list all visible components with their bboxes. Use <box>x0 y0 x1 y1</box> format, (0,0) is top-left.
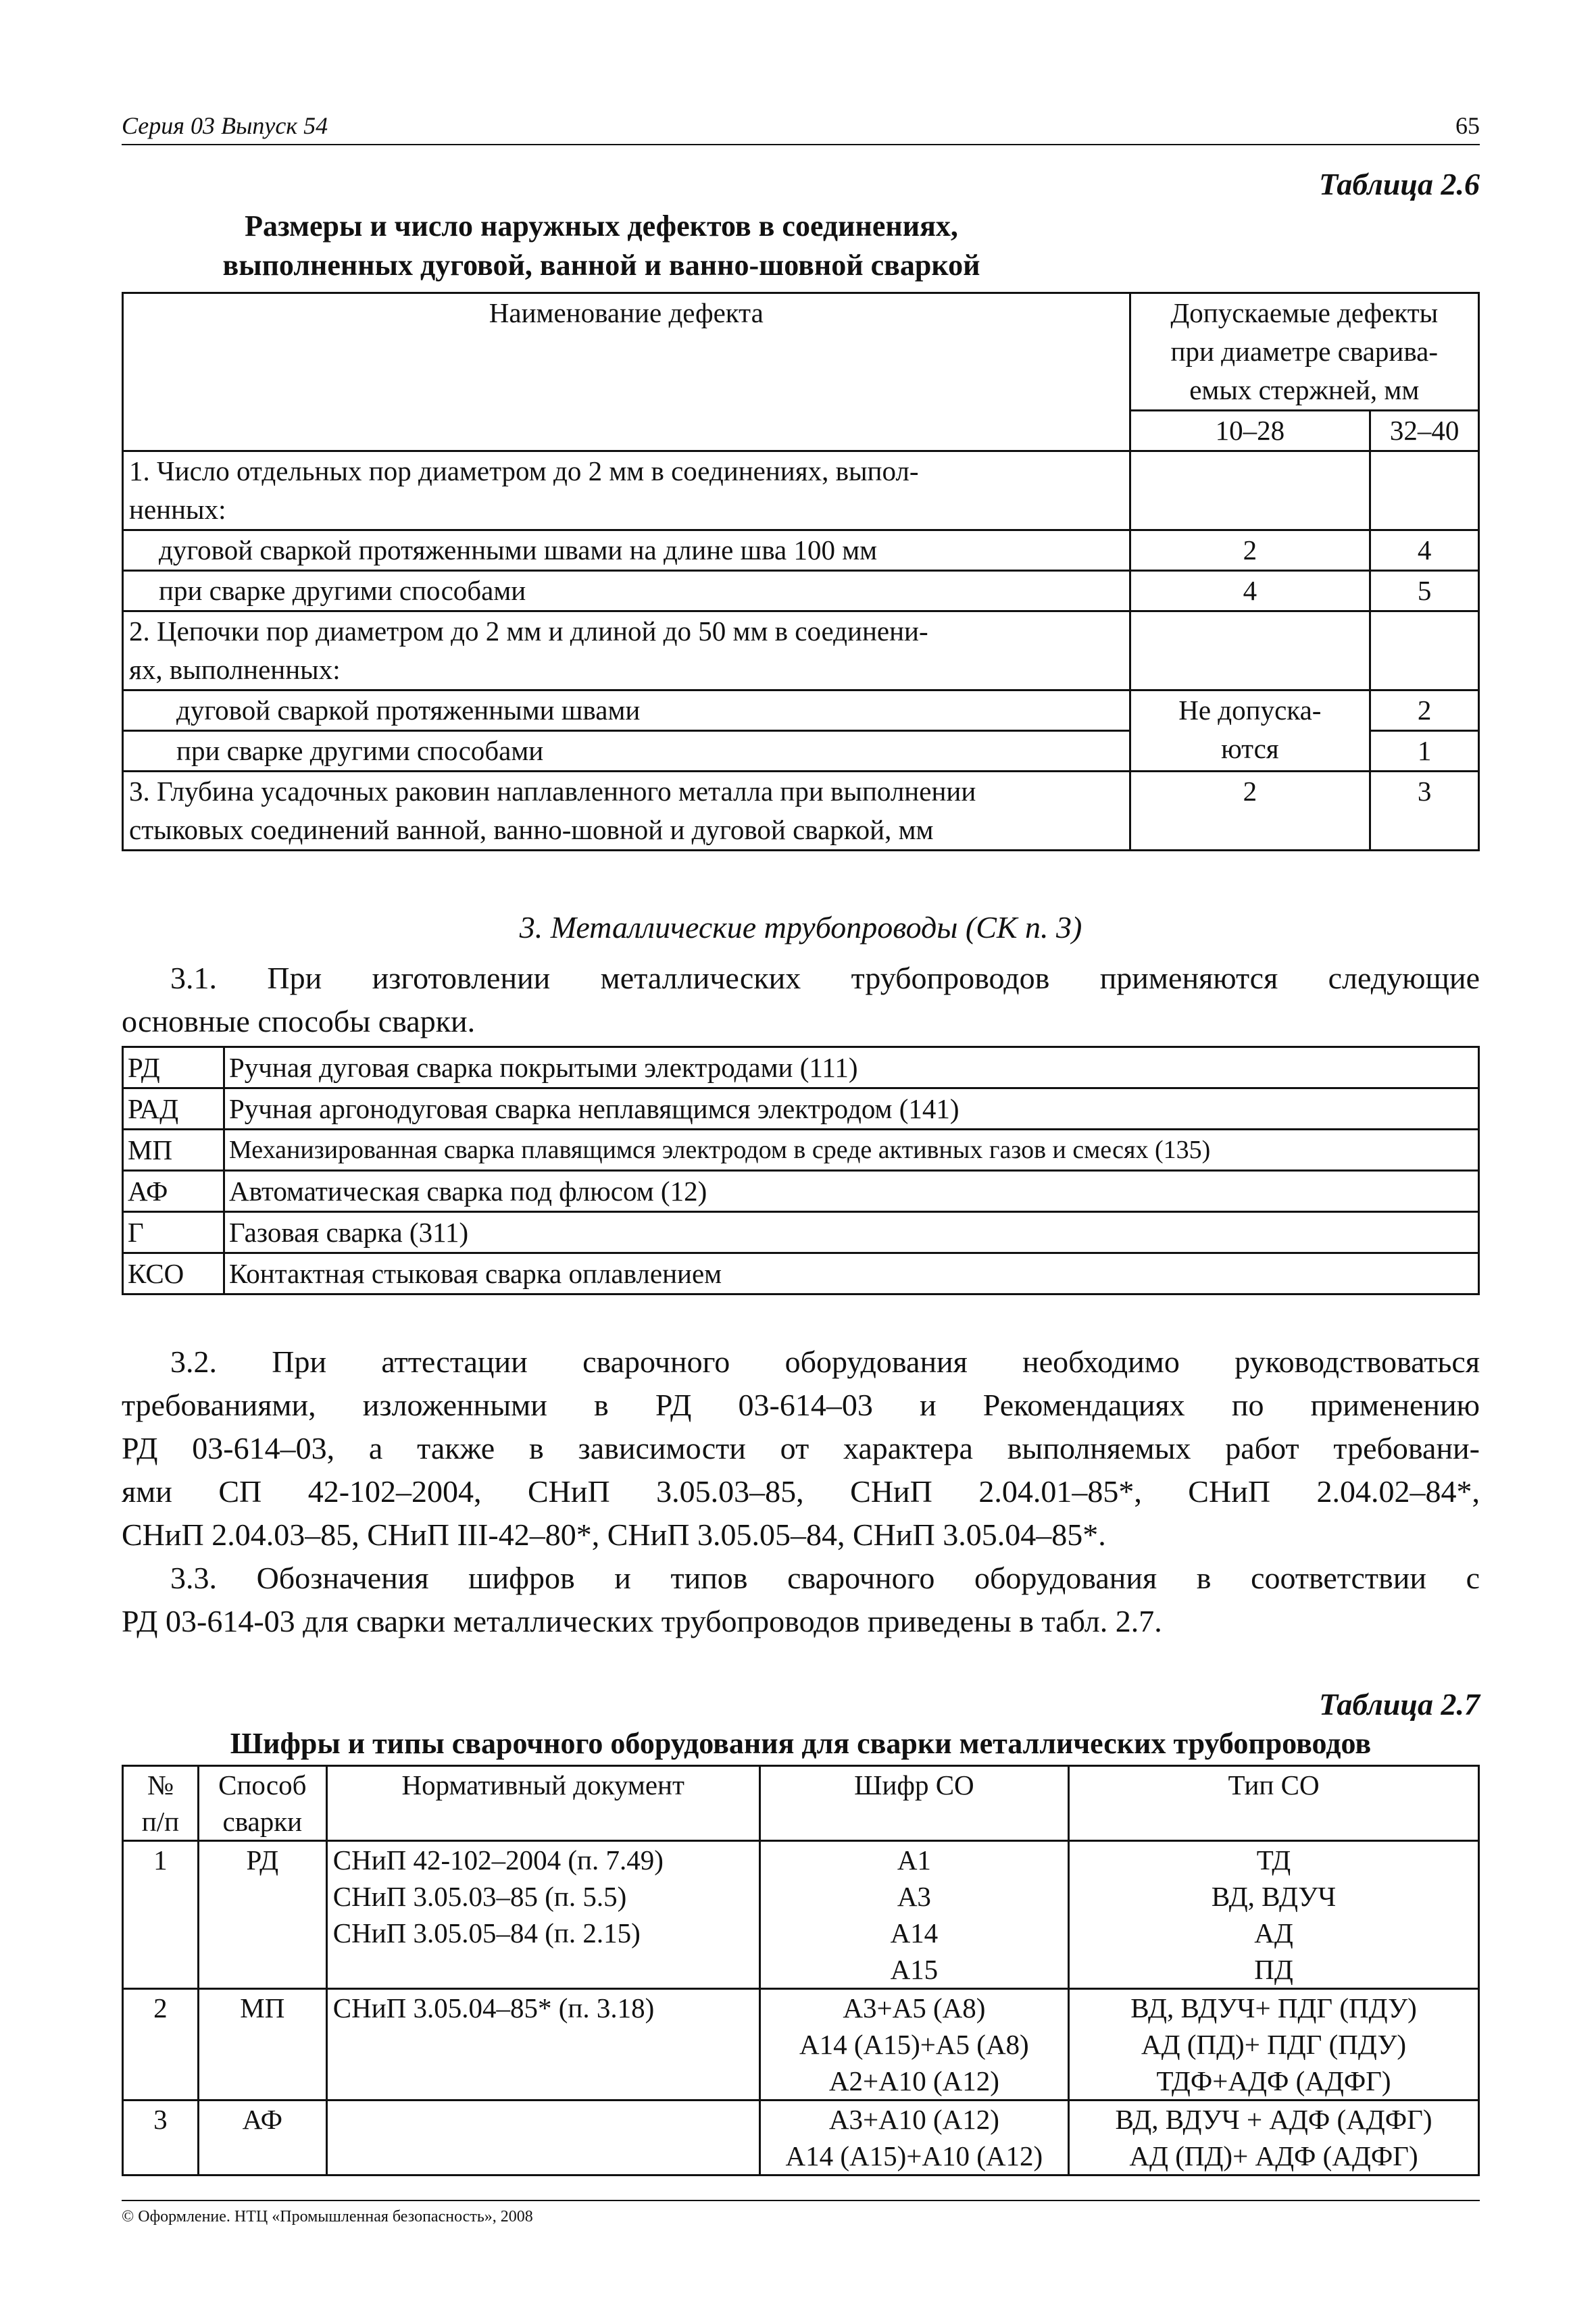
method-code: АФ <box>123 1171 224 1212</box>
cell-line: АД (ПД)+ ПДГ (ПДУ) <box>1141 2029 1407 2060</box>
cell-line: ТДФ+АДФ (АДФГ) <box>1156 2065 1391 2096</box>
method-description: Механизированная сварка плавящимся электродом в среде активных газов и смесях (135) <box>224 1130 1479 1171</box>
header-allowed <box>1130 293 1478 411</box>
header-method <box>198 1766 326 1841</box>
cell-line: А3 <box>897 1881 931 1912</box>
table-row <box>123 1841 1479 1989</box>
header-diameter-10-28: 10–28 <box>1130 411 1370 451</box>
cell-line: 3. Глубина усадочных раковин наплавленного металла при выполнении <box>129 776 976 807</box>
paragraph-line: 3.2. При аттестации сварочного оборудования необходимо руководствоваться <box>170 1344 1480 1379</box>
table-row <box>123 1088 1479 1130</box>
cell-line: при сварке другими способами <box>159 575 526 606</box>
header-line: Способ <box>218 1769 307 1801</box>
row-documents <box>326 2101 759 2175</box>
cell-line: ПД <box>1254 1954 1293 1985</box>
cell-line: при сварке другими способами <box>176 735 544 766</box>
cell-line: АД <box>1254 1917 1293 1948</box>
allowed-10-28 <box>1130 611 1370 690</box>
header-diameter-32-40: 32–40 <box>1370 411 1479 451</box>
cell-line: Не допуска- <box>1178 695 1322 726</box>
defect-name <box>123 451 1130 530</box>
paragraph-line: РД 03-614–03, а также в зависимости от характера выполняемых работ требовани- <box>122 1431 1480 1465</box>
header-allowed-line: Допускаемые дефекты <box>1170 297 1439 328</box>
table-row <box>123 530 1479 571</box>
paragraph-line: требованиями, изложенными в РД 03-614–03 и Рекомендациях по применению <box>122 1388 1480 1422</box>
allowed-10-28 <box>1130 451 1370 530</box>
cell-line: 1. Число отдельных пор диаметром до 2 мм в соединениях, выпол- <box>129 455 919 486</box>
table-row <box>123 772 1479 851</box>
cell-line: стыковых соединений ванной, ванно-шовной и дуговой сваркой, мм <box>129 814 934 845</box>
header-line: п/п <box>141 1806 180 1837</box>
table-row <box>123 1989 1479 2101</box>
method-description: Газовая сварка (311) <box>224 1212 1479 1253</box>
row-method: АФ <box>198 2101 326 2175</box>
row-documents <box>326 1841 759 1989</box>
cell-line: СНиП 3.05.04–85* (п. 3.18) <box>332 1992 655 2023</box>
table-row <box>123 1130 1479 1171</box>
header-number <box>123 1766 199 1841</box>
cell-line: СНиП 3.05.05–84 (п. 2.15) <box>332 1917 641 1948</box>
header-line: сварки <box>222 1806 303 1837</box>
method-code: РАД <box>123 1088 224 1130</box>
header-allowed-line: при диаметре сварива- <box>1170 336 1438 367</box>
table-2-6-caption: Таблица 2.6 <box>1318 167 1480 201</box>
method-code: РД <box>123 1047 224 1088</box>
table-2-6 <box>122 292 1480 851</box>
table-row <box>123 1047 1479 1088</box>
allowed-32-40: 5 <box>1370 571 1479 611</box>
cell-line: АД (ПД)+ АДФ (АДФГ) <box>1129 2140 1418 2171</box>
cell-line: А14 (А15)+А5 (А8) <box>799 2029 1029 2060</box>
welding-methods-table <box>122 1046 1480 1295</box>
table-row <box>123 690 1479 731</box>
cell-line: ВД, ВДУЧ + АДФ (АДФГ) <box>1115 2104 1432 2135</box>
row-types <box>1069 1841 1479 1989</box>
allowed-32-40 <box>1370 451 1479 530</box>
header-defect-name: Наименование дефекта <box>123 293 1130 451</box>
row-documents <box>326 1989 759 2101</box>
cell-line: А15 <box>890 1954 939 1985</box>
table-row <box>123 1212 1479 1253</box>
cell-line: А14 (А15)+А10 (А12) <box>785 2140 1043 2171</box>
cell-line: А1 <box>897 1844 931 1876</box>
table-row <box>123 1171 1479 1212</box>
cell-line: ются <box>1221 733 1279 764</box>
paragraph-3-2 <box>122 1340 1480 1557</box>
cell-line: А3+А5 (А8) <box>843 1992 986 2023</box>
cell-line: ях, выполненных: <box>129 654 341 685</box>
table-row <box>123 1253 1479 1294</box>
defect-name <box>123 611 1130 690</box>
section-heading: 3. Металлические трубопроводы (СК п. 3) <box>519 910 1082 945</box>
table-2-6-title-line: Размеры и число наружных дефектов в соединениях, <box>245 209 958 243</box>
cell-line: ВД, ВДУЧ+ ПДГ (ПДУ) <box>1130 1992 1417 2023</box>
method-code: КСО <box>123 1253 224 1294</box>
allowed-10-28: 2 <box>1130 530 1370 571</box>
allowed-10-28 <box>1130 690 1370 772</box>
paragraph-line: РД 03-614-03 для сварки металлических трубопроводов приведены в табл. 2.7. <box>122 1604 1162 1638</box>
method-description: Ручная аргонодуговая сварка неплавящимся электродом (141) <box>224 1088 1479 1130</box>
table-2-7 <box>122 1765 1480 2176</box>
allowed-32-40: 4 <box>1370 530 1479 571</box>
footer-copyright: © Оформление. НТЦ «Промышленная безопасность», 2008 <box>122 2200 1480 2226</box>
paragraph-line: основные способы сварки. <box>122 1004 476 1038</box>
cell-line: СНиП 42-102–2004 (п. 7.49) <box>332 1844 664 1876</box>
paragraph-line: СНиП 2.04.03–85, СНиП III-42–80*, СНиП 3.05.05–84, СНиП 3.05.04–85*. <box>122 1517 1106 1552</box>
row-number: 3 <box>123 2101 199 2175</box>
row-types <box>1069 1989 1479 2101</box>
paragraph-line: ями СП 42-102–2004, СНиП 3.05.03–85, СНиП 2.04.01–85*, СНиП 2.04.02–84*, <box>122 1474 1480 1509</box>
table-2-7-title: Шифры и типы сварочного оборудования для сварки металлических трубопроводов <box>230 1727 1372 1760</box>
paragraph-3-1 <box>122 957 1480 1043</box>
header-document: Нормативный документ <box>326 1766 759 1841</box>
paragraph-line: 3.3. Обозначения шифров и типов сварочного оборудования в соответствии с <box>170 1561 1480 1595</box>
allowed-32-40 <box>1370 611 1479 690</box>
row-method: РД <box>198 1841 326 1989</box>
cell-line: А3+А10 (А12) <box>828 2104 999 2135</box>
row-types <box>1069 2101 1479 2175</box>
table-2-6-title <box>122 207 1081 285</box>
defect-name <box>123 530 1130 571</box>
table-row <box>123 611 1479 690</box>
defect-name <box>123 772 1130 851</box>
row-ciphers <box>759 1989 1068 2101</box>
header-line: № <box>147 1769 174 1801</box>
defect-name <box>123 690 1130 731</box>
cell-line: ВД, ВДУЧ <box>1211 1881 1337 1912</box>
method-description: Автоматическая сварка под флюсом (12) <box>224 1171 1479 1212</box>
paragraph-line: 3.1. При изготовлении металлических трубопроводов применяются следующие <box>170 961 1480 995</box>
cell-line: дуговой сваркой протяженными швами на длине шва 100 мм <box>159 534 878 565</box>
page-number: 65 <box>1455 112 1480 139</box>
method-description: Ручная дуговая сварка покрытыми электродами (111) <box>224 1047 1479 1088</box>
table-row <box>123 451 1479 530</box>
header-cipher: Шифр СО <box>759 1766 1068 1841</box>
table-row <box>123 2101 1479 2175</box>
allowed-10-28: 2 <box>1130 772 1370 851</box>
method-code: Г <box>123 1212 224 1253</box>
series-title: Серия 03 Выпуск 54 <box>122 112 328 139</box>
cell-line: ТД <box>1256 1844 1291 1876</box>
cell-line: дуговой сваркой протяженными швами <box>176 695 641 726</box>
allowed-32-40: 3 <box>1370 772 1479 851</box>
row-method: МП <box>198 1989 326 2101</box>
header-allowed-line: емых стержней, мм <box>1189 374 1420 405</box>
allowed-32-40: 1 <box>1370 731 1479 772</box>
table-2-7-caption: Таблица 2.7 <box>1318 1687 1480 1721</box>
allowed-10-28: 4 <box>1130 571 1370 611</box>
row-number: 1 <box>123 1841 199 1989</box>
running-header <box>122 111 1480 145</box>
cell-line: А2+А10 (А12) <box>828 2065 999 2096</box>
method-description: Контактная стыковая сварка оплавлением <box>224 1253 1479 1294</box>
method-code: МП <box>123 1130 224 1171</box>
table-row <box>123 571 1479 611</box>
row-ciphers <box>759 2101 1068 2175</box>
row-ciphers <box>759 1841 1068 1989</box>
allowed-32-40: 2 <box>1370 690 1479 731</box>
cell-line: 2. Цепочки пор диаметром до 2 мм и длиной до 50 мм в соединени- <box>129 615 928 647</box>
row-number: 2 <box>123 1989 199 2101</box>
cell-line: СНиП 3.05.03–85 (п. 5.5) <box>332 1881 627 1912</box>
header-type: Тип СО <box>1069 1766 1479 1841</box>
cell-line: ненных: <box>129 494 226 525</box>
defect-name <box>123 731 1130 772</box>
paragraph-3-3 <box>122 1557 1480 1643</box>
cell-line: А14 <box>890 1917 939 1948</box>
table-2-6-title-line: выполненных дуговой, ванной и ванно-шовной сваркой <box>222 249 980 282</box>
defect-name <box>123 571 1130 611</box>
